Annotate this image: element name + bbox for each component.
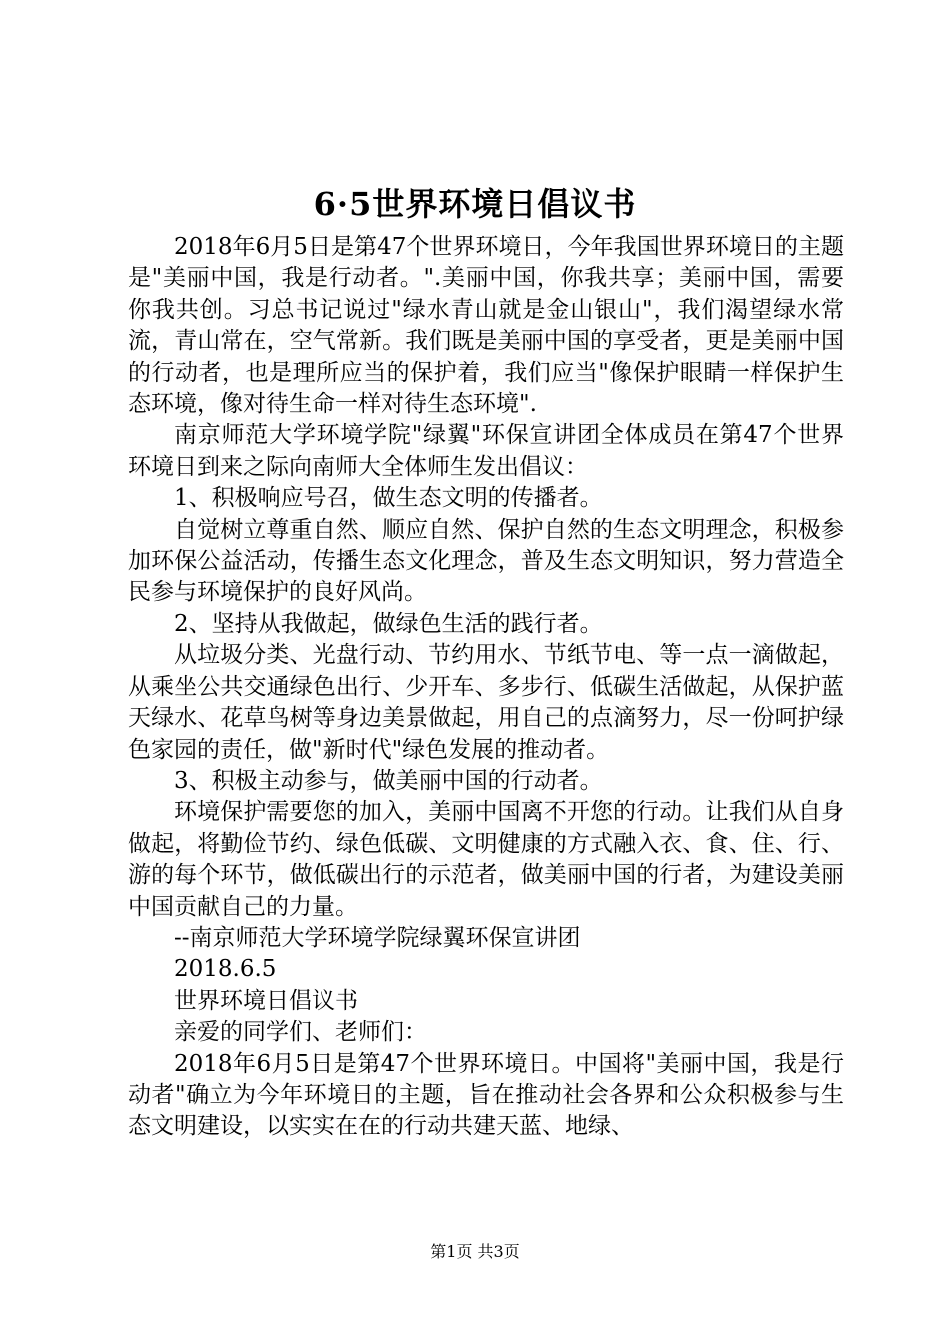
- signature-line: --南京师范大学环境学院绿翼环保宣讲团: [174, 924, 581, 951]
- paragraph: 环境保护需要您的加入，美丽中国离不开您的行动。让我们从自身做起，将勤俭节约、绿色低碳、文明健康的方式融入衣、食、住、行、游的每个环节，做低碳出行的示范者，做美丽中国的行者，为建设美丽中国贡献自己的力量。: [128, 799, 844, 920]
- paragraph: 2018年6月5日是第47个世界环境日。中国将"美丽中国，我是行动者"确立为今年环境日的主题，旨在推动社会各界和公众积极参与生态文明建设，以实实在在的行动共建天蓝、地绿、: [128, 1050, 844, 1140]
- paragraph: 自觉树立尊重自然、顺应自然、保护自然的生态文明理念，积极参加环保公益活动，传播生态文化理念，普及生态文明知识，努力营造全民参与环境保护的良好风尚。: [128, 516, 844, 606]
- document-body: [128, 232, 844, 1143]
- page-title: 6·5世界环境日倡议书: [313, 185, 637, 223]
- paragraph: 从垃圾分类、光盘行动、节约用水、节纸节电、等一点一滴做起，从乘坐公共交通绿色出行、少开车、多步行、低碳生活做起，从保护蓝天绿水、花草鸟树等身边美景做起，用自己的点滴努力，尽一份呵护绿色家园的责任，做"新时代"绿色发展的推动者。: [128, 642, 844, 763]
- paragraph: 3、积极主动参与，做美丽中国的行动者。: [174, 767, 603, 794]
- paragraph: 1、积极响应号召，做生态文明的传播者。: [174, 485, 603, 512]
- section-heading: 世界环境日倡议书: [174, 987, 358, 1014]
- date-line: 2018.6.5: [174, 956, 277, 983]
- salutation: 亲爱的同学们、老师们：: [174, 1019, 427, 1046]
- paragraph: 南京师范大学环境学院"绿翼"环保宣讲团全体成员在第47个世界环境日到来之际向南师大全体师生发出倡议：: [128, 422, 844, 480]
- page-footer: 第1页 共3页: [430, 1242, 520, 1261]
- paragraph: 2、坚持从我做起，做绿色生活的践行者。: [174, 610, 603, 637]
- paragraph: 2018年6月5日是第47个世界环境日，今年我国世界环境日的主题是"美丽中国，我是行动者。".美丽中国，你我共享；美丽中国，需要你我共创。习总书记说过"绿水青山就是金山银山"，我们渴望绿水常流，青山常在，空气常新。我们既是美丽中国的享受者，更是美丽中国的行动者，也是理所应当的保护着，我们应当"像保护眼睛一样保护生态环境，像对待生命一样对待生态环境".: [128, 234, 844, 418]
